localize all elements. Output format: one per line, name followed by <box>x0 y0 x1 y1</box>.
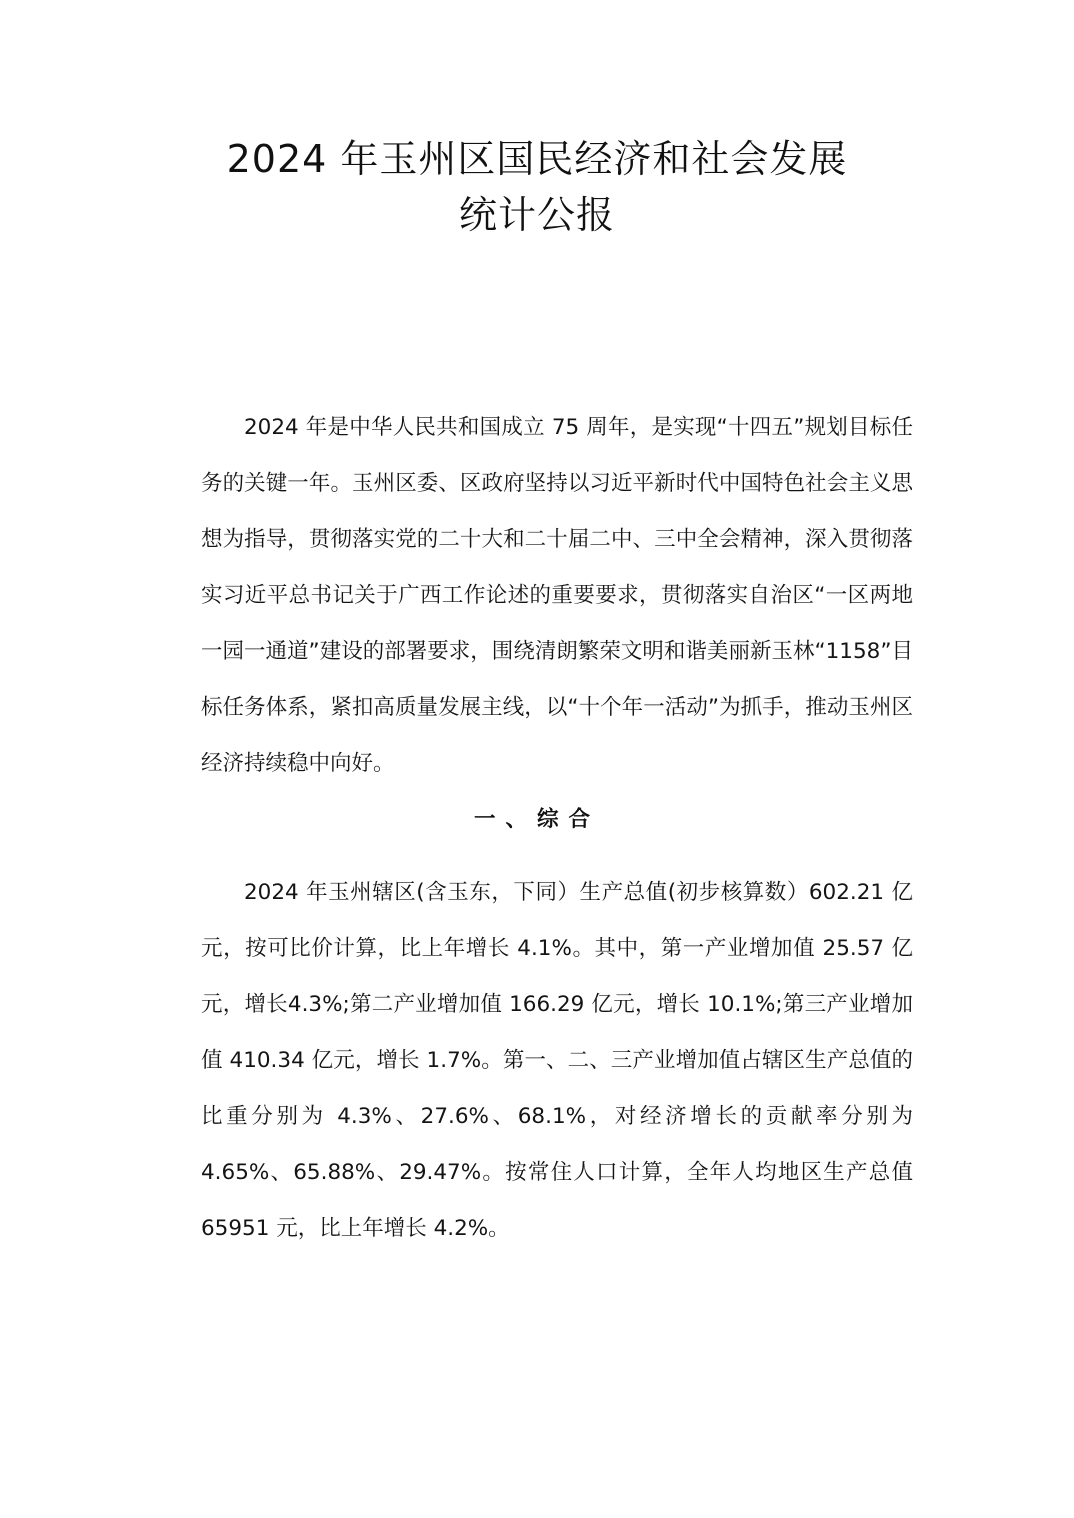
document-title-line-1: 2024 年玉州区国民经济和社会发展 <box>226 137 848 181</box>
section-1-paragraph: 2024 年玉州辖区(含玉东，下同）生产总值(初步核算数）602.21 亿元，按可比价计算，比上年增长 4.1%。其中，第一产业增加值 25.57 亿元，增长4.3%;第二产业增加值 166.29 亿元，增长 10.1%;第三产业增加值 410.34 亿元，增长 1.7%。第一、二、三产业增加值占辖区生产总值的比重分别为 4.3%、27.6%、68.1%，对经济增长的贡献率分别为 4.65%、65.88%、29.47%。按常住人口计算，全年人均地区生产总值 65951 元，比上年增长 4.2%。 <box>201 879 913 1241</box>
section-heading-comprehensive: 一、综合 <box>473 807 600 832</box>
document-title-line-2: 统计公报 <box>458 193 615 237</box>
intro-paragraph: 2024 年是中华人民共和国成立 75 周年，是实现“十四五”规划目标任务的关键一年。玉州区委、区政府坚持以习近平新时代中国特色社会主义思想为指导，贯彻落实党的二十大和二十届二中、三中全会精神，深入贯彻落实习近平总书记关于广西工作论述的重要要求，贯彻落实自治区“一区两地一园一通道”建设的部署要求，围绕清朗繁荣文明和谐美丽新玉林“1158”目标任务体系，紧扣高质量发展主线，以“十个年一活动”为抓手，推动玉州区经济持续稳中向好。 <box>201 414 913 776</box>
